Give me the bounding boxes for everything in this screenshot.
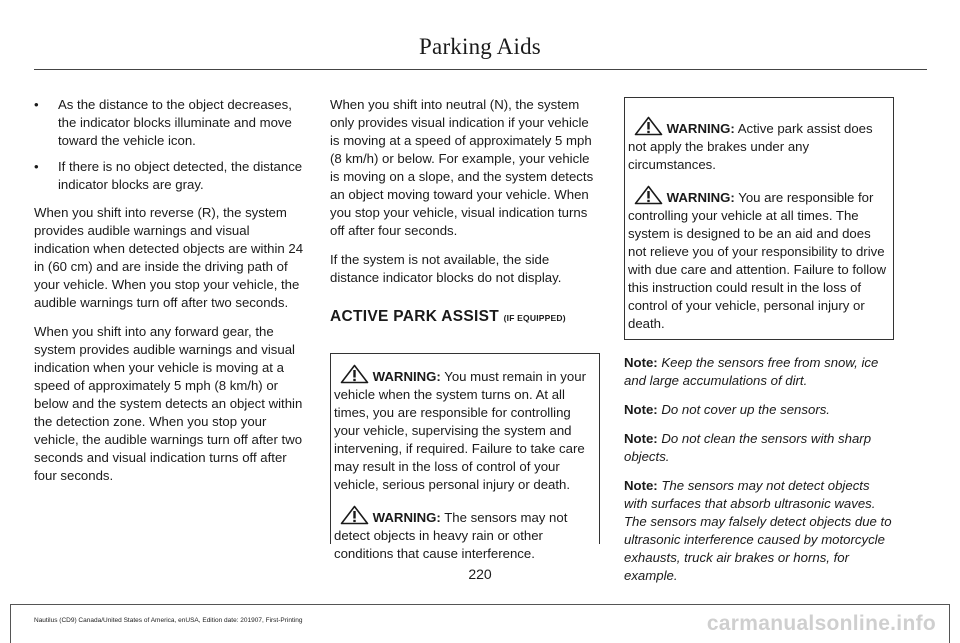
warning-triangle-icon <box>634 116 663 136</box>
note-item <box>624 354 894 390</box>
warning-item <box>628 185 889 333</box>
warning-item <box>334 364 595 494</box>
column-left <box>34 96 305 496</box>
note-text: Do not cover up the sensors. <box>661 402 830 417</box>
body-paragraph: If the system is not available, the side distance indicator blocks do not display. <box>330 252 562 285</box>
warning-triangle-icon <box>340 505 369 525</box>
warning-label: WARNING: <box>666 121 735 136</box>
warning-text: You are responsible for controlling your vehicle at all times. The system is designed to be an aid and does not relieve you of your responsibility to drive with due care and attention. Failure to follow this instruction could result in the loss of control of your vehicle, personal injury or death. <box>628 190 887 331</box>
warning-label: WARNING: <box>666 190 735 205</box>
note-label: Note: <box>624 478 658 493</box>
warning-item <box>334 505 595 563</box>
warning-text: Active park assist does not apply the brakes under any circumstances. <box>628 121 873 172</box>
note-label: Note: <box>624 402 658 417</box>
bullet-text: As the distance to the object decreases, the indicator blocks illuminate and move toward the vehicle icon. <box>58 97 292 148</box>
section-heading-qualifier: (IF EQUIPPED) <box>503 313 566 323</box>
footer-crop-mark-left <box>10 604 11 643</box>
bullet-text: If there is no object detected, the distance indicator blocks are gray. <box>58 159 303 192</box>
body-paragraph: When you shift into any forward gear, the system provides audible warnings and visual indication when your vehicle is moving at a speed of approximately 5 mph (8 km/h) or below and the system detects an object within the detection zone. When you stop your vehicle, the audible warnings turn off after two seconds and visual indication turns off after four seconds. <box>34 324 303 483</box>
warning-triangle-icon <box>340 364 369 384</box>
bullet-item <box>34 96 305 150</box>
footer-crop-mark-right <box>949 604 950 643</box>
warning-text: The sensors may not detect objects in heavy rain or other conditions that cause interference. <box>334 510 568 561</box>
bullet-glyph: • <box>34 159 39 174</box>
section-heading-title: ACTIVE PARK ASSIST <box>330 308 500 325</box>
section-heading <box>330 308 600 327</box>
edition-info: Nautilus (CD9) Canada/United States of America, enUSA, Edition date: 201907, First-Printing <box>34 617 303 624</box>
bullet-glyph: • <box>34 97 39 112</box>
watermark: carmanualsonline.info <box>706 612 936 635</box>
note-item <box>624 430 894 466</box>
note-label: Note: <box>624 355 658 370</box>
note-text: Keep the sensors free from snow, ice and large accumulations of dirt. <box>624 355 879 388</box>
header-divider <box>34 69 927 70</box>
warning-box <box>330 353 600 561</box>
column-right <box>624 97 894 596</box>
page-title: Parking Aids <box>419 34 541 59</box>
warning-triangle-icon <box>634 185 663 205</box>
bullet-item <box>34 158 305 194</box>
note-text: The sensors may not detect objects with surfaces that absorb ultrasonic waves. The sensors may falsely detect objects due to ultrasonic interference caused by motorcycle exhausts, truck air brakes or horns, for example. <box>624 478 892 583</box>
warning-item <box>628 116 889 174</box>
warning-label: WARNING: <box>372 369 441 384</box>
note-item <box>624 401 894 419</box>
body-paragraph: When you shift into reverse (R), the system provides audible warnings and visual indication when detected objects are within 24 in (60 cm) and are inside the driving path of your vehicle. When you stop your vehicle, the audible warnings turn off after two seconds. <box>34 205 304 310</box>
note-text: Do not clean the sensors with sharp objects. <box>624 431 872 464</box>
warning-text: You must remain in your vehicle when the system turns on. At all times, you are responsible for controlling your vehicle, supervising the system and intervening, if required. Failure to take care may result in the loss of control of your vehicle, serious personal injury or death. <box>334 369 586 492</box>
footer-divider <box>10 604 950 605</box>
note-label: Note: <box>624 431 658 446</box>
warning-box <box>624 97 894 340</box>
body-paragraph: When you shift into neutral (N), the system only provides visual indication if your vehicle is moving at a speed of approximately 5 mph (8 km/h) or below. For example, your vehicle is moving on a slope, and the system detects an object moving toward your vehicle. When you stop your vehicle, visual indication turns off after four seconds. <box>330 97 594 238</box>
page-number: 220 <box>468 566 492 582</box>
warning-label: WARNING: <box>372 510 441 525</box>
column-middle <box>330 96 600 561</box>
